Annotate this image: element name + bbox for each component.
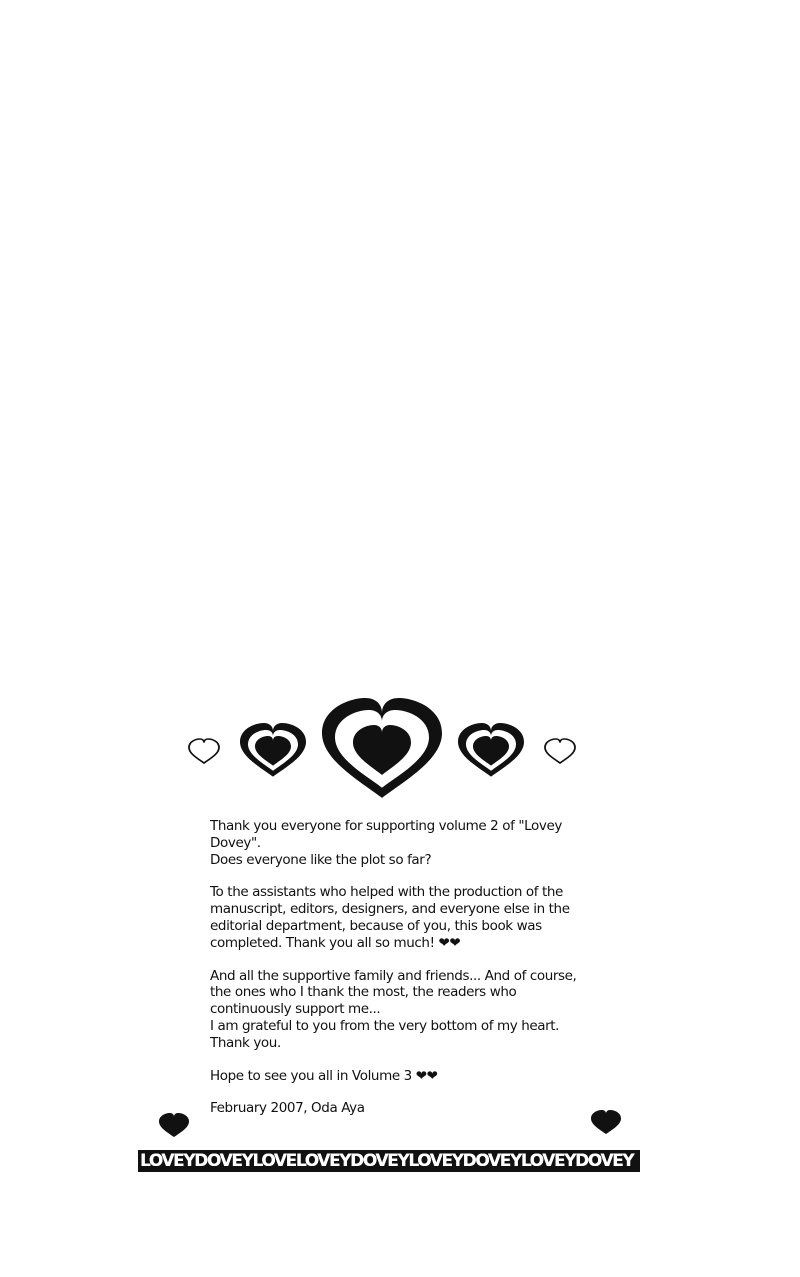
solid-heart-icon [159, 1113, 189, 1137]
lovey-dovey-banner [138, 1150, 640, 1172]
banner-text: LOVEYDOVEYLOVELOVEYDOVEYLOVEYDOVEYLOVEYDOVEY [140, 1151, 634, 1171]
concentric-heart-icon [240, 723, 306, 777]
concentric-heart-icon [458, 723, 524, 777]
letter-paragraph: And all the supportive family and friends... And of course, the ones who I thank the most, the readers who continuously support me... I am grateful to you from the very bottom of my heart. Thank you. [210, 967, 577, 1051]
letter-paragraph: Thank you everyone for supporting volume 2 of "Lovey Dovey". Does everyone like the plot so far? [210, 818, 562, 868]
letter-paragraph: To the assistants who helped with the production of the manuscript, editors, designers, and everyone else in the editorial department, because of you, this book was completed. Thank you all so much! ❤❤ [210, 884, 570, 951]
letter-paragraph: Hope to see you all in Volume 3 ❤❤ [210, 1067, 438, 1084]
large-concentric-heart-icon [322, 698, 442, 798]
letter-signature: February 2007, Oda Aya [210, 1100, 365, 1117]
outline-heart-icon [545, 739, 575, 763]
outline-heart-icon [189, 739, 219, 763]
afterword-letter [210, 818, 590, 1133]
solid-heart-icon [591, 1110, 621, 1134]
